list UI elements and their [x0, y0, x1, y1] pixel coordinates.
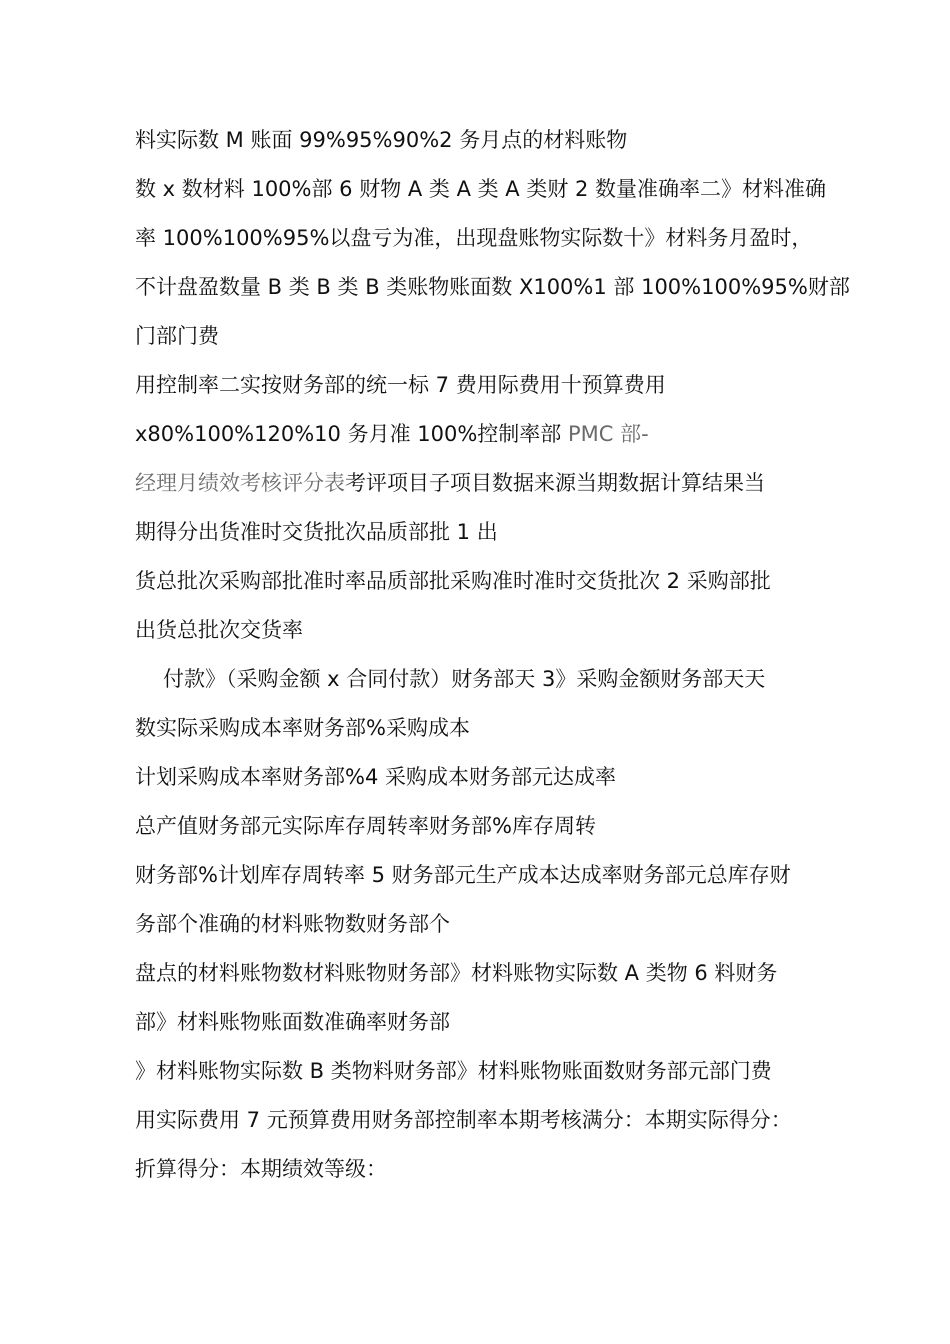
text-line: 门部门费 — [135, 324, 219, 348]
text-line — [135, 410, 855, 459]
text-line: 计划采购成本率财务部%4 采购成本财务部元达成率 — [135, 765, 616, 789]
text-line: 不计盘盈数量 B 类 B 类 B 类账物账面数 X100%1 部 100%100%95%财部 — [135, 275, 850, 299]
text-line — [135, 459, 855, 508]
text-line: 数实际采购成本率财务部%采购成本 — [135, 716, 470, 740]
text-line: 折算得分：本期绩效等级： — [135, 1157, 387, 1181]
text-line: 总产值财务部元实际库存周转率财务部%库存周转 — [135, 814, 596, 838]
text-line: 财务部%计划库存周转率 5 财务部元生产成本达成率财务部元总库存财 — [135, 863, 791, 887]
text-line: 出货总批次交货率 — [135, 618, 303, 642]
text-line: 盘点的材料账物数材料账物财务部》材料账物实际数 A 类物 6 料财务 — [135, 961, 778, 985]
text-segment: 考评项目子项目数据来源当期数据计算结果当 — [345, 471, 765, 495]
text-line: 务部个准确的材料账物数财务部个 — [135, 912, 450, 936]
text-line: 料实际数 M 账面 99%95%90%2 务月点的材料账物 — [135, 128, 628, 152]
report-title: 经理月绩效考核评分表 — [135, 471, 345, 495]
text-block — [135, 116, 855, 1194]
text-line: 付款》（采购金额 x 合同付款）财务部天 3》采购金额财务部天天 — [163, 667, 766, 691]
text-segment-gray: PMC 部- — [567, 422, 649, 446]
text-segment: x80%100%120%10 务月准 100%控制率部 — [135, 422, 562, 446]
text-line: 货总批次采购部批准时率品质部批采购准时准时交货批次 2 采购部批 — [135, 569, 771, 593]
text-line: 用控制率二实按财务部的统一标 7 费用际费用十预算费用 — [135, 373, 666, 397]
text-line: 期得分出货准时交货批次品质部批 1 出 — [135, 520, 498, 544]
text-line: 用实际费用 7 元预算费用财务部控制率本期考核满分：本期实际得分： — [135, 1108, 792, 1132]
text-line: 》材料账物实际数 B 类物料财务部》材料账物账面数财务部元部门费 — [135, 1059, 772, 1083]
text-line: 率 100%100%95%以盘亏为准，出现盘账物实际数十》材料务月盈时， — [135, 226, 813, 250]
text-line: 数 x 数材料 100%部 6 财物 A 类 A 类 A 类财 2 数量准确率二》材料准确 — [135, 177, 827, 201]
text-line: 部》材料账物账面数准确率财务部 — [135, 1010, 450, 1034]
